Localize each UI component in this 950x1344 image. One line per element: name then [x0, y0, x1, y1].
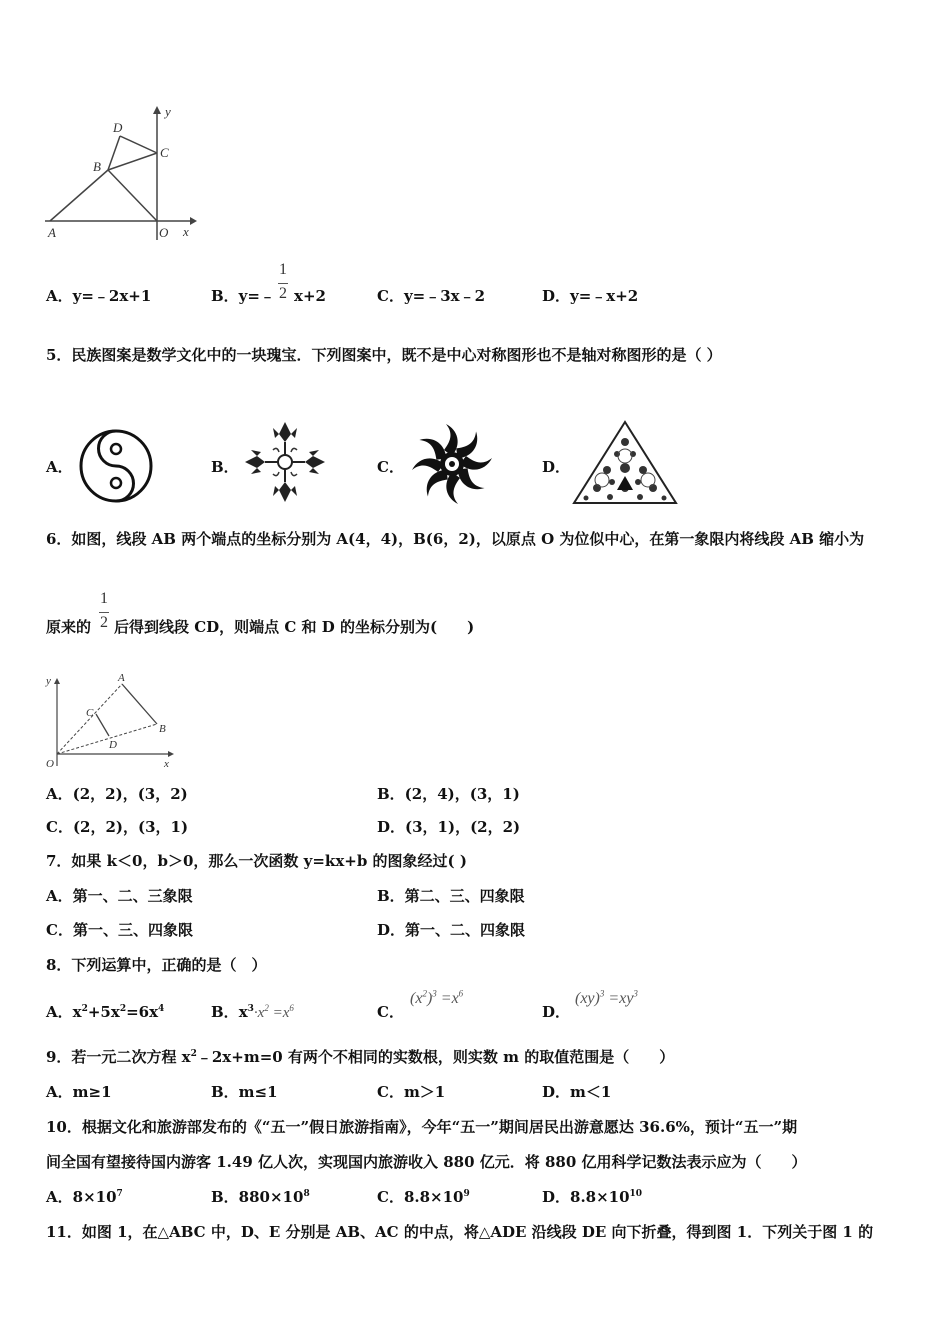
q10-b-text: B．880×10 [211, 1188, 304, 1206]
q10-stem-line1: 10．根据文化和旅游部发布的《“五一”假日旅游指南》，今年“五一”期间居民出游意愿达 36.6%，预计“五一”期 [46, 1118, 798, 1136]
q9-stem-exp: 2 [190, 1049, 197, 1059]
q6-option-b[interactable]: B．(2，4)，(3，1) [377, 785, 520, 803]
q7-stem: 7．如果 k＜0，b＞0，那么一次函数 y=kx+b 的图象经过( ) [46, 852, 467, 870]
y-axis-arrow [153, 106, 161, 114]
q4-option-c[interactable]: C．y=﹣3x﹣2 [377, 287, 486, 305]
q8-d-exp2: 3 [633, 988, 638, 999]
y-axis-arrow [54, 678, 60, 684]
label-a: A [118, 672, 125, 684]
q4-option-a[interactable]: A．y=﹣2x+1 [46, 287, 152, 305]
q4-option-b-denominator: 2 [279, 285, 287, 302]
q5-stem: 5．民族图案是数学文化中的一块瑰宝．下列图案中，既不是中心对称图形也不是轴对称图形的是（ ） [46, 346, 722, 364]
q10-a-exp: 7 [116, 1189, 123, 1199]
q10-d-exp: 10 [629, 1189, 643, 1199]
q8-b-exp2: 2 [264, 1003, 269, 1013]
q4-option-b-numerator: 1 [279, 261, 287, 278]
label-d: D [109, 739, 117, 751]
x-axis-arrow [190, 217, 197, 225]
pinwheel-flower-pattern [408, 420, 496, 508]
q8-c-exp2: 3 [432, 988, 437, 999]
q10-option-d[interactable] [542, 1188, 642, 1206]
q6-stem-line1: 6．如图，线段 AB 两个端点的坐标分别为 A(4，4)，B(6，2)，以原点 O 为位似中心，在第一象限内将线段 AB 缩小为 [46, 530, 865, 548]
segment-ab [50, 170, 108, 221]
q4-coordinate-graph [40, 100, 200, 245]
x-axis-arrow [168, 751, 174, 757]
q8-b-term3: =x [268, 1005, 290, 1021]
q6-coordinate-graph [40, 670, 180, 775]
q10-option-b[interactable] [211, 1188, 310, 1206]
q8-d-term2: =xy [604, 990, 634, 1007]
q8-b-exp3: 6 [289, 1003, 294, 1013]
q6-stem-line2-post: 后得到线段 CD，则端点 C 和 D 的坐标分别为( ) [114, 618, 475, 636]
q10-b-exp: 8 [303, 1189, 310, 1199]
yin-yang-pattern [78, 428, 154, 504]
q8-option-a[interactable] [46, 1003, 164, 1021]
ray-ob [57, 724, 157, 754]
q8-c-term2: ) [426, 990, 433, 1007]
q9-stem-pre: 9．若一元二次方程 x [46, 1048, 191, 1066]
label-y: y [165, 104, 171, 119]
q6-stem-line2-pre: 原来的 [46, 618, 92, 636]
q8-option-b[interactable] [211, 1003, 294, 1022]
q8-option-c-expression [410, 990, 463, 1008]
q4-option-d[interactable]: D．y=﹣x+2 [542, 287, 639, 305]
q4-option-b[interactable]: B．y=﹣ [211, 287, 275, 305]
q8-d-exp1: 3 [599, 988, 605, 999]
q6-fraction-bar [99, 612, 109, 613]
q9-option-a[interactable]: A．m≥1 [46, 1083, 112, 1101]
q9-option-d[interactable]: D．m＜1 [542, 1083, 612, 1101]
segment-ab [122, 684, 157, 724]
q10-c-text: C．8.8×10 [377, 1188, 464, 1206]
q8-a-exp2: 2 [119, 1004, 127, 1014]
label-d: D [113, 120, 123, 135]
q8-a-exp3: 4 [158, 1004, 165, 1014]
label-x: x [164, 758, 169, 770]
q8-b-label: B． [211, 1003, 239, 1021]
q8-c-exp3: 6 [458, 988, 464, 999]
q8-option-c-label[interactable]: C． [377, 1003, 404, 1021]
q9-option-c[interactable]: C．m＞1 [377, 1083, 446, 1101]
q5-option-a-label[interactable]: A． [46, 458, 73, 476]
segment-cd [96, 714, 109, 736]
label-c: C [160, 145, 169, 160]
q9-stem [46, 1048, 674, 1066]
q6-fraction-denominator: 2 [100, 614, 108, 631]
label-o: O [46, 758, 54, 770]
q8-stem: 8．下列运算中，正确的是（ ） [46, 956, 267, 974]
q5-option-c-label[interactable]: C． [377, 458, 404, 476]
q4-option-b-fraction-bar [278, 283, 288, 284]
q6-option-c[interactable]: C．(2，2)，(3，1) [46, 818, 189, 836]
q8-a-term3: =6x [126, 1003, 159, 1021]
q5-option-b-label[interactable]: B． [211, 458, 239, 476]
segment-dc [120, 136, 157, 153]
q8-option-d-label[interactable]: D． [542, 1003, 571, 1021]
q9-stem-post: ﹣2x+m=0 有两个不相同的实数根，则实数 m 的取值范围是（ ） [196, 1048, 675, 1066]
q8-b-term1: x [238, 1003, 248, 1021]
label-o: O [159, 225, 169, 240]
q10-option-c[interactable] [377, 1188, 470, 1206]
q7-option-a[interactable]: A．第一、二、三象限 [46, 887, 193, 905]
q8-c-term1: (x [410, 990, 423, 1007]
segment-bo [108, 170, 157, 221]
label-y: y [46, 675, 51, 687]
label-b: B [159, 723, 166, 735]
segment-bd [108, 136, 120, 170]
label-c: C [86, 707, 94, 719]
q7-option-b[interactable]: B．第二、三、四象限 [377, 887, 525, 905]
q8-a-label: A． [46, 1003, 73, 1021]
q10-d-text: D．8.8×10 [542, 1188, 630, 1206]
q9-option-b[interactable]: B．m≤1 [211, 1083, 278, 1101]
segment-bc [108, 153, 157, 170]
ornamental-triangle-pattern [572, 420, 678, 506]
floral-cross-pattern [243, 420, 327, 504]
q7-option-d[interactable]: D．第一、二、四象限 [377, 921, 526, 939]
q7-option-c[interactable]: C．第一、三、四象限 [46, 921, 193, 939]
q8-a-term2: +5x [87, 1003, 120, 1021]
q8-b-exp1: 3 [247, 1004, 254, 1014]
q10-a-text: A．8×10 [46, 1188, 117, 1206]
q8-a-term1: x [72, 1003, 82, 1021]
q10-c-exp: 9 [463, 1189, 470, 1199]
q11-stem: 11．如图 1，在△ABC 中，D、E 分别是 AB、AC 的中点，将△ADE 沿线段 DE 向下折叠，得到图 1．下列关于图 1 的 [46, 1223, 874, 1241]
q8-c-term3: =x [436, 990, 459, 1007]
q5-option-d-label[interactable]: D． [542, 458, 571, 476]
q10-stem-line2: 间全国有望接待国内游客 1.49 亿人次，实现国内旅游收入 880 亿元．将 880 亿用科学记数法表示应为（ ） [46, 1153, 807, 1171]
q6-option-d[interactable]: D．(3，1)，(2，2) [377, 818, 521, 836]
q8-option-d-expression [575, 990, 638, 1008]
q10-option-a[interactable] [46, 1188, 123, 1206]
q6-option-a[interactable]: A．(2，2)，(3，2) [46, 785, 188, 803]
q8-d-term1: (xy) [575, 990, 600, 1007]
label-a: A [48, 225, 56, 240]
q4-option-b-rest: x+2 [294, 287, 326, 305]
q8-a-exp1: 2 [81, 1004, 88, 1014]
q8-c-exp1: 2 [422, 988, 427, 999]
label-b: B [93, 159, 101, 174]
q8-b-term2: ·x [253, 1005, 265, 1021]
label-x: x [183, 224, 189, 239]
q6-fraction-numerator: 1 [100, 590, 108, 607]
